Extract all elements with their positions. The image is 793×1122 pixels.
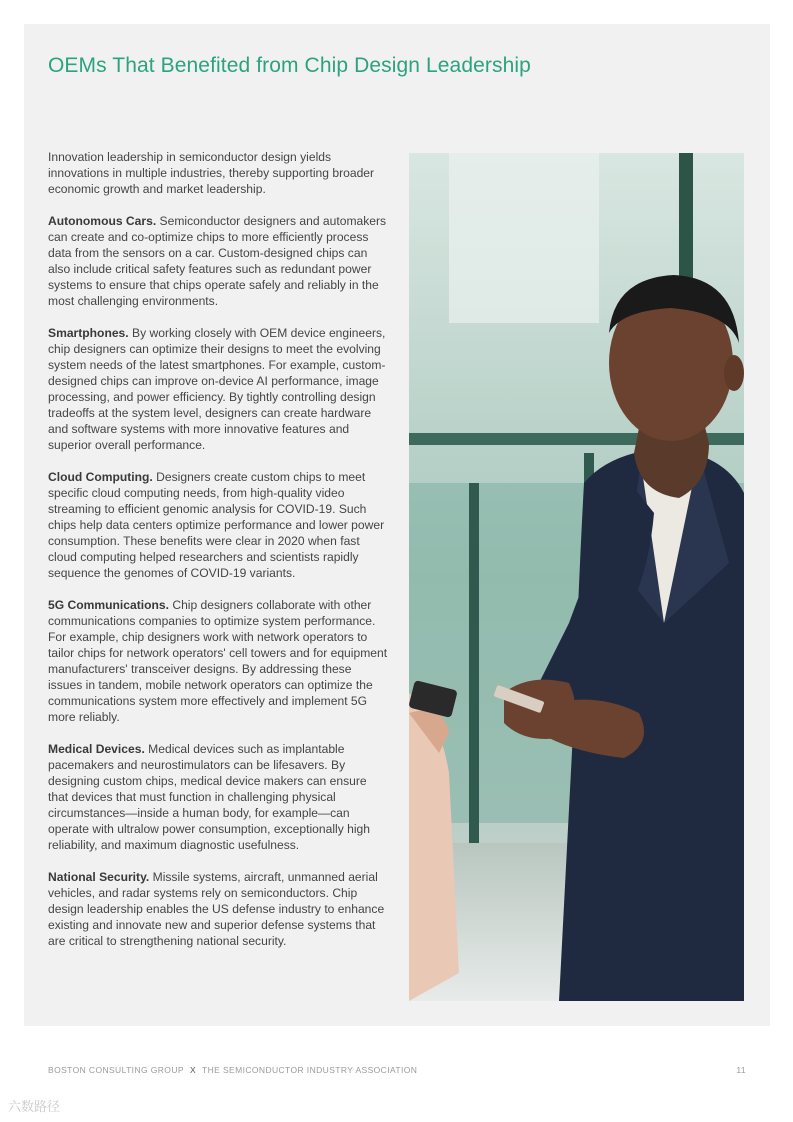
section-heading: Autonomous Cars. <box>48 214 157 228</box>
section-smartphones <box>48 325 388 453</box>
footer-publisher: BOSTON CONSULTING GROUP <box>48 1065 184 1075</box>
watermark: 六数路径 <box>8 1099 61 1114</box>
section-text: Designers create custom chips to meet specific cloud computing needs, from high-quality video streaming to efficient genomic analysis for COVID-19. Such chips help data centers optimize performance and lower power consumption. These benefits were clear in 2020 when fast cloud computing helped researchers and scientists rapidly sequence the genomes of COVID-19 variants. <box>48 470 385 580</box>
section-medical-devices <box>48 741 388 853</box>
section-national-security <box>48 869 388 949</box>
page-title: OEMs That Benefited from Chip Design Leadership <box>48 54 531 77</box>
section-heading: Cloud Computing. <box>48 470 153 484</box>
section-text: Medical devices such as implantable pacemakers and neurostimulators can be lifesavers. By designing custom chips, medical device makers can ensure that devices that must function in challenging physical circumstances—inside a human body, for example—can operate with ultralow power consumption, exceptionally high reliability, and maximum diagnostic usefulness. <box>48 742 371 852</box>
section-heading: National Security. <box>48 870 150 884</box>
section-autonomous-cars <box>48 213 388 309</box>
section-text: Chip designers collaborate with other communications companies to optimize system performance. For example, chip designers work with network operators to tailor chips for network operators' cell towers and for equipment manufacturers' transceiver designs. By addressing these issues in tandem, mobile network operators can optimize the communications system more effectively and implement 5G more reliably. <box>48 598 388 724</box>
page-number: 11 <box>736 1065 746 1075</box>
section-text: Semiconductor designers and automakers can create and co-optimize chips to more efficiently process data from the sensors on a car. Custom-designed chips can also include critical safety features such as redundant power systems to ensure that chips operate safely and reliably in the most challenging environments. <box>48 214 387 308</box>
page-footer <box>48 1065 746 1075</box>
man-with-smartphone-photo <box>409 153 744 1001</box>
section-heading: Medical Devices. <box>48 742 145 756</box>
footer-partner: THE SEMICONDUCTOR INDUSTRY ASSOCIATION <box>202 1065 418 1075</box>
section-5g-communications <box>48 597 388 725</box>
article-body <box>48 149 388 965</box>
section-heading: 5G Communications. <box>48 598 169 612</box>
section-text: By working closely with OEM device engineers, chip designers can optimize their designs to meet the evolving system needs of the latest smartphones. For example, custom-designed chips can improve on-device AI performance, image processing, and power efficiency. By tightly controlling design tradeoffs at the system level, designers can create hardware and software systems with more innovative features and superior overall performance. <box>48 326 386 452</box>
section-heading: Smartphones. <box>48 326 129 340</box>
intro-paragraph: Innovation leadership in semiconductor design yields innovations in multiple industries, thereby supporting broader economic growth and market leadership. <box>48 150 375 196</box>
footer-separator: X <box>189 1065 197 1075</box>
section-text: Missile systems, aircraft, unmanned aerial vehicles, and radar systems rely on semiconductors. Chip design leadership enables the US defense industry to enhance existing and innovate new and superior defense systems that are critical to strengthening national security. <box>48 870 385 948</box>
photo-illustration <box>409 153 744 1001</box>
section-cloud-computing <box>48 469 388 581</box>
